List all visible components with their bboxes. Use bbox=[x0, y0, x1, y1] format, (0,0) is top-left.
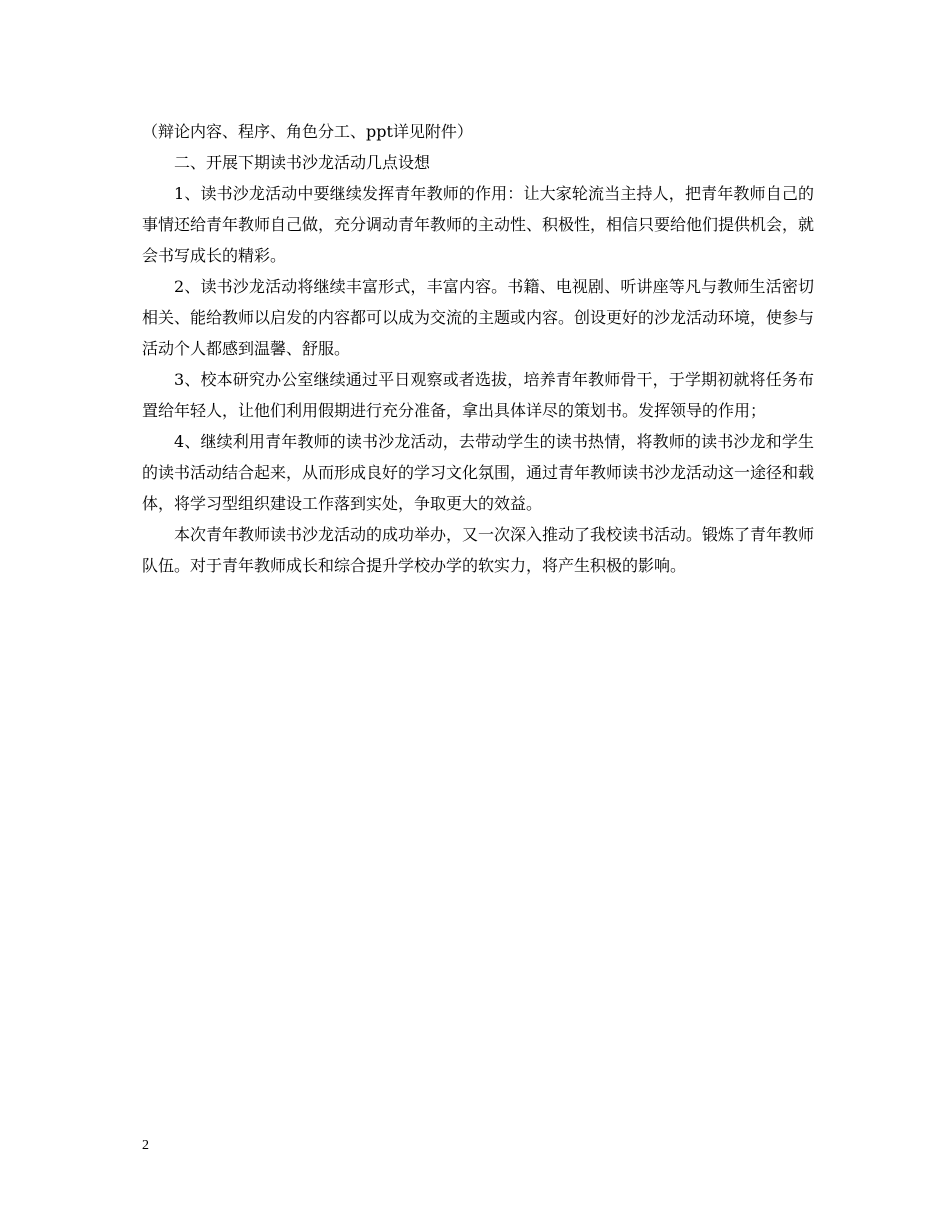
conclusion-paragraph: 本次青年教师读书沙龙活动的成功举办，又一次深入推动了我校读书活动。锻炼了青年教师队伍。对于青年教师成长和综合提升学校办学的软实力，将产生积极的影响。 bbox=[142, 525, 815, 575]
paragraph-item-2: 2、读书沙龙活动将继续丰富形式，丰富内容。书籍、电视剧、听讲座等凡与教师生活密切相关、能给教师以启发的内容都可以成为交流的主题或内容。创设更好的沙龙活动环境，使参与活动个人都感到温馨、舒服。 bbox=[142, 277, 815, 358]
paragraph-item-4: 4、继续利用青年教师的读书沙龙活动，去带动学生的读书热情，将教师的读书沙龙和学生的读书活动结合起来，从而形成良好的学习文化氛围，通过青年教师读书沙龙活动这一途径和载体，将学习型组织建设工作落到实处，争取更大的效益。 bbox=[142, 432, 815, 513]
document-body bbox=[142, 116, 814, 581]
paragraph-item-3: 3、校本研究办公室继续通过平日观察或者选拔，培养青年教师骨干，于学期初就将任务布置给年轻人，让他们利用假期进行充分准备，拿出具体详尽的策划书。发挥领导的作用； bbox=[142, 370, 814, 420]
section-heading: 二、开展下期读书沙龙活动几点设想 bbox=[174, 153, 431, 172]
page-number: 2 bbox=[142, 1138, 149, 1153]
attachment-note: （辩论内容、程序、角色分工、ppt详见附件） bbox=[142, 122, 473, 141]
paragraph-item-1: 1、读书沙龙活动中要继续发挥青年教师的作用：让大家轮流当主持人，把青年教师自己的事情还给青年教师自己做，充分调动青年教师的主动性、积极性，相信只要给他们提供机会，就会书写成长的精彩。 bbox=[142, 184, 815, 265]
